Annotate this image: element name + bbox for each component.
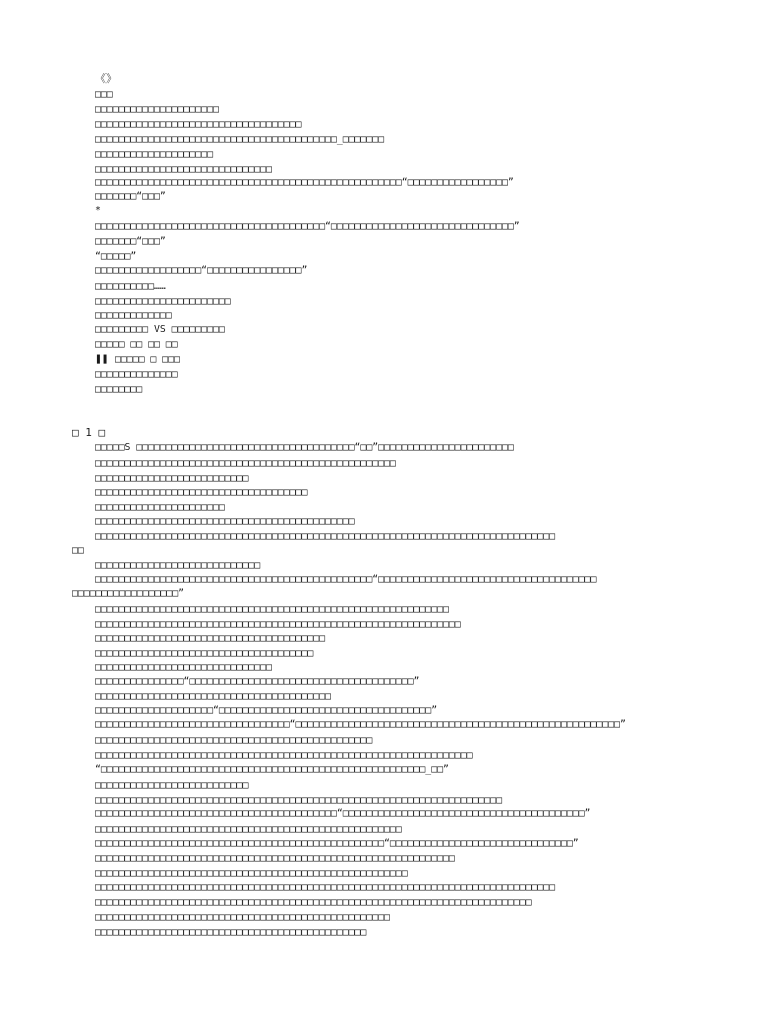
text-line: □□□□□□□□□□□□□□□□□□□□□□□□□□□□□□□□□□□□ bbox=[95, 487, 308, 498]
text-line: □□ bbox=[72, 545, 84, 556]
text-line: □□□□□□□□□□□□□□□□□□□□□□□□□□ bbox=[95, 473, 249, 484]
text-line: □□□□□□□□□□□□□□□□□□□□□□□□□□□□□□□□□□□□□ bbox=[95, 648, 314, 659]
text-line: □□□□□□□□□□□□□□□□□□□□□□□□□□□□□□□□□□□□□□□□□□□□□□□□□□□□□□□□□□□□ bbox=[95, 604, 449, 615]
text-line: □□□□□□□□□□□□□□□□□□□□□□□□□□□□□□□□□□□ bbox=[95, 119, 302, 130]
text-line: □□□□□□□□□□□□□□□□□□□□□□□□□□□□□□□□□“□□□□□□□□□□□□□□□□□□□□□□□□□□□□□□□□□□□□□□□□□□□□□□□□□□□□□□□” bbox=[95, 719, 626, 730]
text-line: □□□□□□□□□□□□□□□□□□□□“□□□□□□□□□□□□□□□□□□□□□□□□□□□□□□□□□□□□” bbox=[95, 705, 438, 716]
text-line: □□□□□□□□□□□□□□□□□□□□□□□□□□□□ bbox=[95, 560, 261, 571]
text-line: □□□□□□□“□□□” bbox=[95, 236, 166, 247]
text-line: □□□□□□□□□□□□□□□□□□□□□□□□□□□□□□□□□□□□□□□“□□□□□□□□□□□□□□□□□□□□□□□□□□□□□□□” bbox=[95, 221, 520, 232]
text-line: □□□□□□□□□□□□□□□□□□□□ bbox=[95, 149, 213, 160]
text-line: □□□□□□□□□□□□□ bbox=[95, 310, 172, 321]
text-line: □□□□□□□□□□□□□□□□□□” bbox=[72, 588, 185, 599]
text-line: □□□□□□□□□□□□□□□□□□□□□□□□□□□□□□□□□□□□□□□□□□□□□□□□□□□□□□□□□□□□□□ bbox=[95, 619, 461, 630]
text-line: □□□□□□□□□ VS □□□□□□□□□ bbox=[95, 324, 225, 335]
text-line: □□□□□□□□□□□□□□□□□□“□□□□□□□□□□□□□□□□” bbox=[95, 265, 308, 276]
text-line: “□□□□□□□□□□□□□□□□□□□□□□□□□□□□□□□□□□□□□□□□□□□□□□□□□□□□□□□_□□” bbox=[95, 764, 449, 775]
text-line: □□□□□ □□ □□ □□ bbox=[95, 339, 178, 350]
text-line: □□□□□□□□□□□□□□□□□□□□□□□□□□□□□□□□□□□□□□□□□□□□□□□ bbox=[95, 735, 373, 746]
text-line: □□□□□□□□□□□□□□□□□□□□□□□□□□□□□□□□□□□□□□□□□“□□□□□□□□□□□□□□□□□□□□□□□□□□□□□□□□□□□□□□□□□” bbox=[95, 808, 591, 819]
section-heading: □ 1 □ bbox=[72, 426, 106, 439]
text-line: □□□□□□□□□□□□□□□□□□□□□□□□□□□□□□□□□□□□□□□□□□□□□□□□□□□□□□□□□□□□□ bbox=[95, 853, 455, 864]
text-line: □□□□□□□□□□□□□□□□□□□□□□□□□□□□□□□□□□□□□□□□□□□□ bbox=[95, 516, 355, 527]
text-line: □□□□□ □ □□□ bbox=[115, 354, 180, 365]
text-line: □□□□□□□□□□□□□□□□□□□□□□□□□□□□□□ bbox=[95, 164, 272, 175]
text-line: □□□□□□□□□□□□□□□□□□□□□□□□□□□□□□□□□□□□□□□□□□□□□□□□□□□ bbox=[95, 458, 396, 469]
text-line: □□□□□□□□□□□□□□□□□□□□□□□□□□□□□□□□□□□□□□□□ bbox=[95, 691, 331, 702]
text-line: □□□□□□□□□□□□□□ bbox=[95, 369, 178, 380]
book-title-mark: 《》 bbox=[95, 72, 117, 85]
text-line: □□□□□□□□□□□□□□□□□□□□□□□□□□□□□□□□□□□□□□□□□□□□□□□□□□□□“□□□□□□□□□□□□□□□□□” bbox=[95, 177, 514, 188]
text-line: □□□□□□□□□□□□□□□□□□□□□□□□□□□□□□□□□□□□□□□ bbox=[95, 633, 326, 644]
text-line: □□□□□□□□□□□□□□□□□□□□□ bbox=[95, 104, 219, 115]
text-line: □□□□□□□□□□□□□□□□□□□□□□□□□□□□□□□□□□□□□□□□□□□□□□□□□□□□ bbox=[95, 824, 402, 835]
text-line: □□□□□□□□□□□□□□□□□□□□□□□□□□□□□□□□□□□□□□□□□□□□□□□□□□□□□□□□□□□□□□□□□□□□□□□□□□ bbox=[95, 897, 532, 908]
text-line: □□□□□□□□□□□□□□□□□□□□□□□□□□□□□□ bbox=[95, 662, 272, 673]
text-line: □□□□□□□□□□□□□□□□□□□□□□□□□□□□□□□□□□□□□□□□□_□□□□□□□ bbox=[95, 134, 385, 145]
text-line: “□□□□□” bbox=[95, 251, 137, 262]
text-line: □□□□□□□□□□□□□□□□□□□□□□□□□□□□□□□□□□□□□□□□□□□□□□□□□□□□□ bbox=[95, 868, 408, 879]
text-line: □□□□□□□□□□□□□□□□□□□□□□□□□□□□□□□□□□□□□□□□□□□□□□□□□□□□□□□□□□□□□□□□□□□□□□□□□□□□□□ bbox=[95, 531, 556, 542]
text-line: □□□□□S □□□□□□□□□□□□□□□□□□□□□□□□□□□□□□□□□□□□□“□□”□□□□□□□□□□□□□□□□□□□□□□□ bbox=[95, 442, 514, 453]
text-line: □□□□□□□□□□□□□□□□□□□□□□□ bbox=[95, 296, 231, 307]
text-line: □□□□□□□□□□□□□□□□□□□□□□□□□□□□□□□□□□□□□□□□□□□□□□□□□□□□□□□□□□□□□□□□□□□□□ bbox=[95, 795, 502, 806]
text-line: □□□□□□□□□□□□□□□□□□□□□□□□□□□□□□□□□□□□□□□□□□□□□□□□□□ bbox=[95, 912, 390, 923]
text-line: □□□□□□□□□□□□□□□□□□□□□□□□□□ bbox=[95, 780, 249, 791]
text-line: □□□□□□□“□□□” bbox=[95, 191, 166, 202]
pause-icon: ❚❚ bbox=[95, 352, 109, 365]
text-line: □□□□□□□□□□…… bbox=[95, 281, 166, 292]
text-line: □□□□□□□□□□□□□□□“□□□□□□□□□□□□□□□□□□□□□□□□□□□□□□□□□□□□□□” bbox=[95, 676, 420, 687]
text-line: □□□□□□□□□□□□□□□□□□□□□□□□□□□□□□□□□□□□□□□□□□□□□□□“□□□□□□□□□□□□□□□□□□□□□□□□□□□□□□□□□□□□□ bbox=[95, 574, 597, 585]
text-line: □□□□□□□□□□□□□□□□□□□□□□□□□□□□□□□□□□□□□□□□□□□□□□□□□“□□□□□□□□□□□□□□□□□□□□□□□□□□□□□□□” bbox=[95, 838, 579, 849]
text-line: □□□ bbox=[95, 89, 113, 100]
text-line: □□□□□□□□□□□□□□□□□□□□□□□□□□□□□□□□□□□□□□□□□□□□□□□□□□□□□□□□□□□□□□□□ bbox=[95, 750, 473, 761]
text-line: □□□□□□□□□□□□□□□□□□□□□□ bbox=[95, 502, 225, 513]
text-line: □□□□□□□□□□□□□□□□□□□□□□□□□□□□□□□□□□□□□□□□□□□□□□ bbox=[95, 927, 367, 938]
text-line: * bbox=[95, 205, 101, 216]
text-line: □□□□□□□□□□□□□□□□□□□□□□□□□□□□□□□□□□□□□□□□□□□□□□□□□□□□□□□□□□□□□□□□□□□□□□□□□□□□□□ bbox=[95, 882, 556, 893]
text-line: □□□□□□□□ bbox=[95, 384, 143, 395]
